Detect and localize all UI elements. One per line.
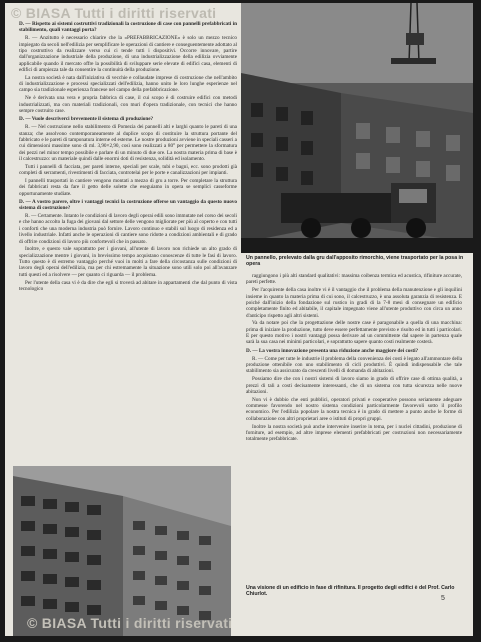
watermark-top: © BIASA Tutti i diritti riservati bbox=[11, 5, 217, 21]
crane-panel-illustration bbox=[241, 3, 473, 253]
interview-answer: R. — Nel costruzione nello stabilimento di Pomezia dei pannelli alti e larghi quanto le pareti di una stanza; che assolvono contemporaneamente al duplice scopo di costituire la struttura portante del fabbricato e le pareti di tamponatura interne ed esterne. Le nostre produzioni avviene in speciali casseri a cui dimensioni massime sono di ml. 3,90×2,90, così sono realizzati a 80° per permettere la sformatura dei pezzi nel minor tempo possibile e parlare di un minuto di due ore. La nostra materia prima di base è il calcestruzzo: un materiale quindi dalle enormi doti di resistenza, solidità ed isolamento. bbox=[19, 124, 237, 162]
caption-crane-photo: Un pannello, prelevato dalla gru dall'apposito rimorchio, viene trasportato per la posa in opera bbox=[246, 255, 464, 268]
watermark-bottom: © BIASA Tutti i diritti riservati bbox=[27, 615, 233, 631]
crane-panel-photo bbox=[241, 3, 473, 253]
interview-answer: La nostra società è nata dall'iniziativa di vecchie e collaudate imprese di costruzione che nell'ambito di industrializzazione e processi specializzati dell'edilizia, hanno unito le loro lunghe esperienze nel campo sia tradizionale esperienza francese nel campo della prefabbricazione. bbox=[19, 74, 237, 94]
interview-answer: Per l'utente della casa vi è da dire che egli si troverà ad abitare in appartamenti che dal punto di vista tecnologico bbox=[19, 279, 237, 292]
interview-answer: I pannelli trasportati in cantiere vengono montati a mezzo di gru a torre. Per completare la struttura dei fabbricati resta da fare il getto delle solette che eseguiamo in opera se semplici casseforme opportunamente studiate. bbox=[19, 177, 237, 197]
caption-blocks-photo: Una visione di un edificio in fase di rifinitura. Il progetto degli edifici è del Prof. Carlo Chiurlot. bbox=[246, 585, 455, 598]
article-right-column bbox=[246, 273, 462, 553]
interview-answer: Inoltre, e questo vale soprattutto per i giovani, all'utente di lavoro non richiede un alto grado di specializzazione mentre i giovani, in brevissimo tempo acquistano conoscenze di tutte le fasi di lavoro. Tutto questo è di estremo vantaggio perché vuoi in molti a fare della circostanza sulle condizioni di lavoro degli operai dell'edilizia, ma per chi estremamente la situazione sono utili solo poi all'avanzare tutti questi ed a risolvere — per quanto ci riguarda — il problema. bbox=[19, 246, 237, 278]
interview-answer: Non vi è dubbio che enti pubblici, operatori privati e cooperative possono seriamente adeguare commesse favorendo nel nostro sistema condizioni particolarmente favorevoli sotto il profilo economico. Per l'edilizia popolare la nostra tecnica è in grado di mettere a punto anche le forme di collaborazione con altri proprietari aree o istituti di propri gruppi. bbox=[246, 396, 462, 422]
article-left-column bbox=[19, 19, 237, 464]
interview-answer: raggiungono i più alti standard qualitativi: massima coibenza termica ed acustica, rifiniture accurate, pareti perfette. bbox=[246, 273, 462, 286]
magazine-page bbox=[5, 3, 473, 636]
interview-answer: Per l'acquirente della casa inoltre vi è il vantaggio che il problema della manutenzione e gli inquilini insieme in quanto la materia prima di cui sono, il calcestruzzo, è una assoluta garanzia di resistenza. E poiché dall'inizio della fondazione sul rustico in gradi di la 7-8 mesi di consegnare un edificio completamente finito ed abitabile, il capitale impegnato viene all'utente produttivo con circa un anno d'anticipo rispetto agli altri sistemi. bbox=[246, 287, 462, 319]
interview-answer: R. — Come per tutte le industrie il problema della convenienza dei costi è legato all'ammontare della produzione ottenibile con uno stabilimento di cicli produttivi. È quindi indispensabile che tale stabilimento sia assicurato da crescenti livelli di domanda di abitazioni. bbox=[246, 355, 462, 375]
interview-question: D. — La vostra innovazione presenta una riduzione anche maggiore dei costi? bbox=[246, 347, 419, 354]
interview-question: D. — Rispetto ai sistemi costruttivi tradizionali la costruzione di case con pannelli prefabbricati in stabilimento, quali vantaggi porta? bbox=[19, 21, 237, 34]
interview-answer: Tutti i pannelli di facciata, per pareti interne, speciali per scale, tubi e bagni, ecc. sono prodotti già completi di serramenti, rivestimenti di facciata, controtelai per le porte e canalizzazioni per impianti. bbox=[19, 163, 237, 177]
interview-question: D. — A vostro parere, oltre i vantaggi tecnici la costruzione offerse un vantaggio da questo nuovo sistema di costruzione? bbox=[19, 198, 237, 212]
apartment-blocks-illustration bbox=[13, 466, 231, 636]
apartment-blocks-photo bbox=[13, 466, 231, 636]
interview-answer: Possiamo dire che con i nostri sistemi di lavoro siamo in grado di offrire case di ottima qualità, a prezzi di tali a costi decisamente interessanti, che di un sistema con tutta sicurezza nelle nuove abitazioni. bbox=[246, 376, 462, 395]
interview-answer: R. — Certamente. Intanto le condizioni di lavoro degli operai edili sono immutate nel corso dei secoli e che hanno accolto la fuga dei giovani dal settore delle vengono migliorate per più al coperto e con tutti i conforti che una moderna industria può fornire. Lavoro continuo e stabili sul luogo di residenza ed a livello industriale. Infatti anche le operazioni di cantiere sono ridotte a condizioni ambientali e di grado di offrire condizioni di lavoro più confortevoli che in passato. bbox=[19, 213, 237, 245]
page-number: 5 bbox=[441, 595, 445, 602]
interview-answer: Ne è derivata una vera e propria fabbrica di case, il cui scopo è di costruire edifici con metodi industrializzati, ma con materiali tradizionali, con muri d'opera tradizionale, con tecnici che hanno sempre costruito case. bbox=[19, 95, 237, 114]
interview-answer: R. — Anzitutto è necessario chiarire che la «PREFABBRICAZIONE» è solo un mezzo tecnico impiegato da secoli nell'edilizia per semplificare le operazioni di cantiere e conseguentemente adottato al tipo costruttivo da realizzare verso cui ci tende tutti i dispositivi. Occorre innovare, partire dall'organizzazione industriale della produzione, di una industrializzazione della edilizia ovviamente applicabile quando il mercato offre la possibilità di sviluppare serie elevate di edifici casa, elementi di edifici di ampiezza tale da consentire la continuità della produzione. bbox=[19, 35, 237, 73]
interview-answer: Inoltre la nostra società può anche intervenire inserire in tema, per i nuclei cittadini, produzione di forniture, ad esempio, ad altre imprese elementi prefabbricati per costruzioni non necessariamente totalmente prefabbricate. bbox=[246, 423, 462, 443]
interview-question: D. — Vuole descriverci brevemente il sistema di produzione? bbox=[19, 116, 154, 123]
interview-answer: Va da notare poi che la progettazione delle nostre case è paragonabile a quella di una macchina: prima di iniziare la produzione, tutto deve essere perfettamente previsto e risolto ed in tutti i particolari. E per questo motivo i nostri vantaggi possa derivare ad un committente dal sapere in partenza quale sarà la sua casa nei minimi particolari, e soprattutto sapere quanto costi realmente costerà. bbox=[246, 320, 462, 346]
